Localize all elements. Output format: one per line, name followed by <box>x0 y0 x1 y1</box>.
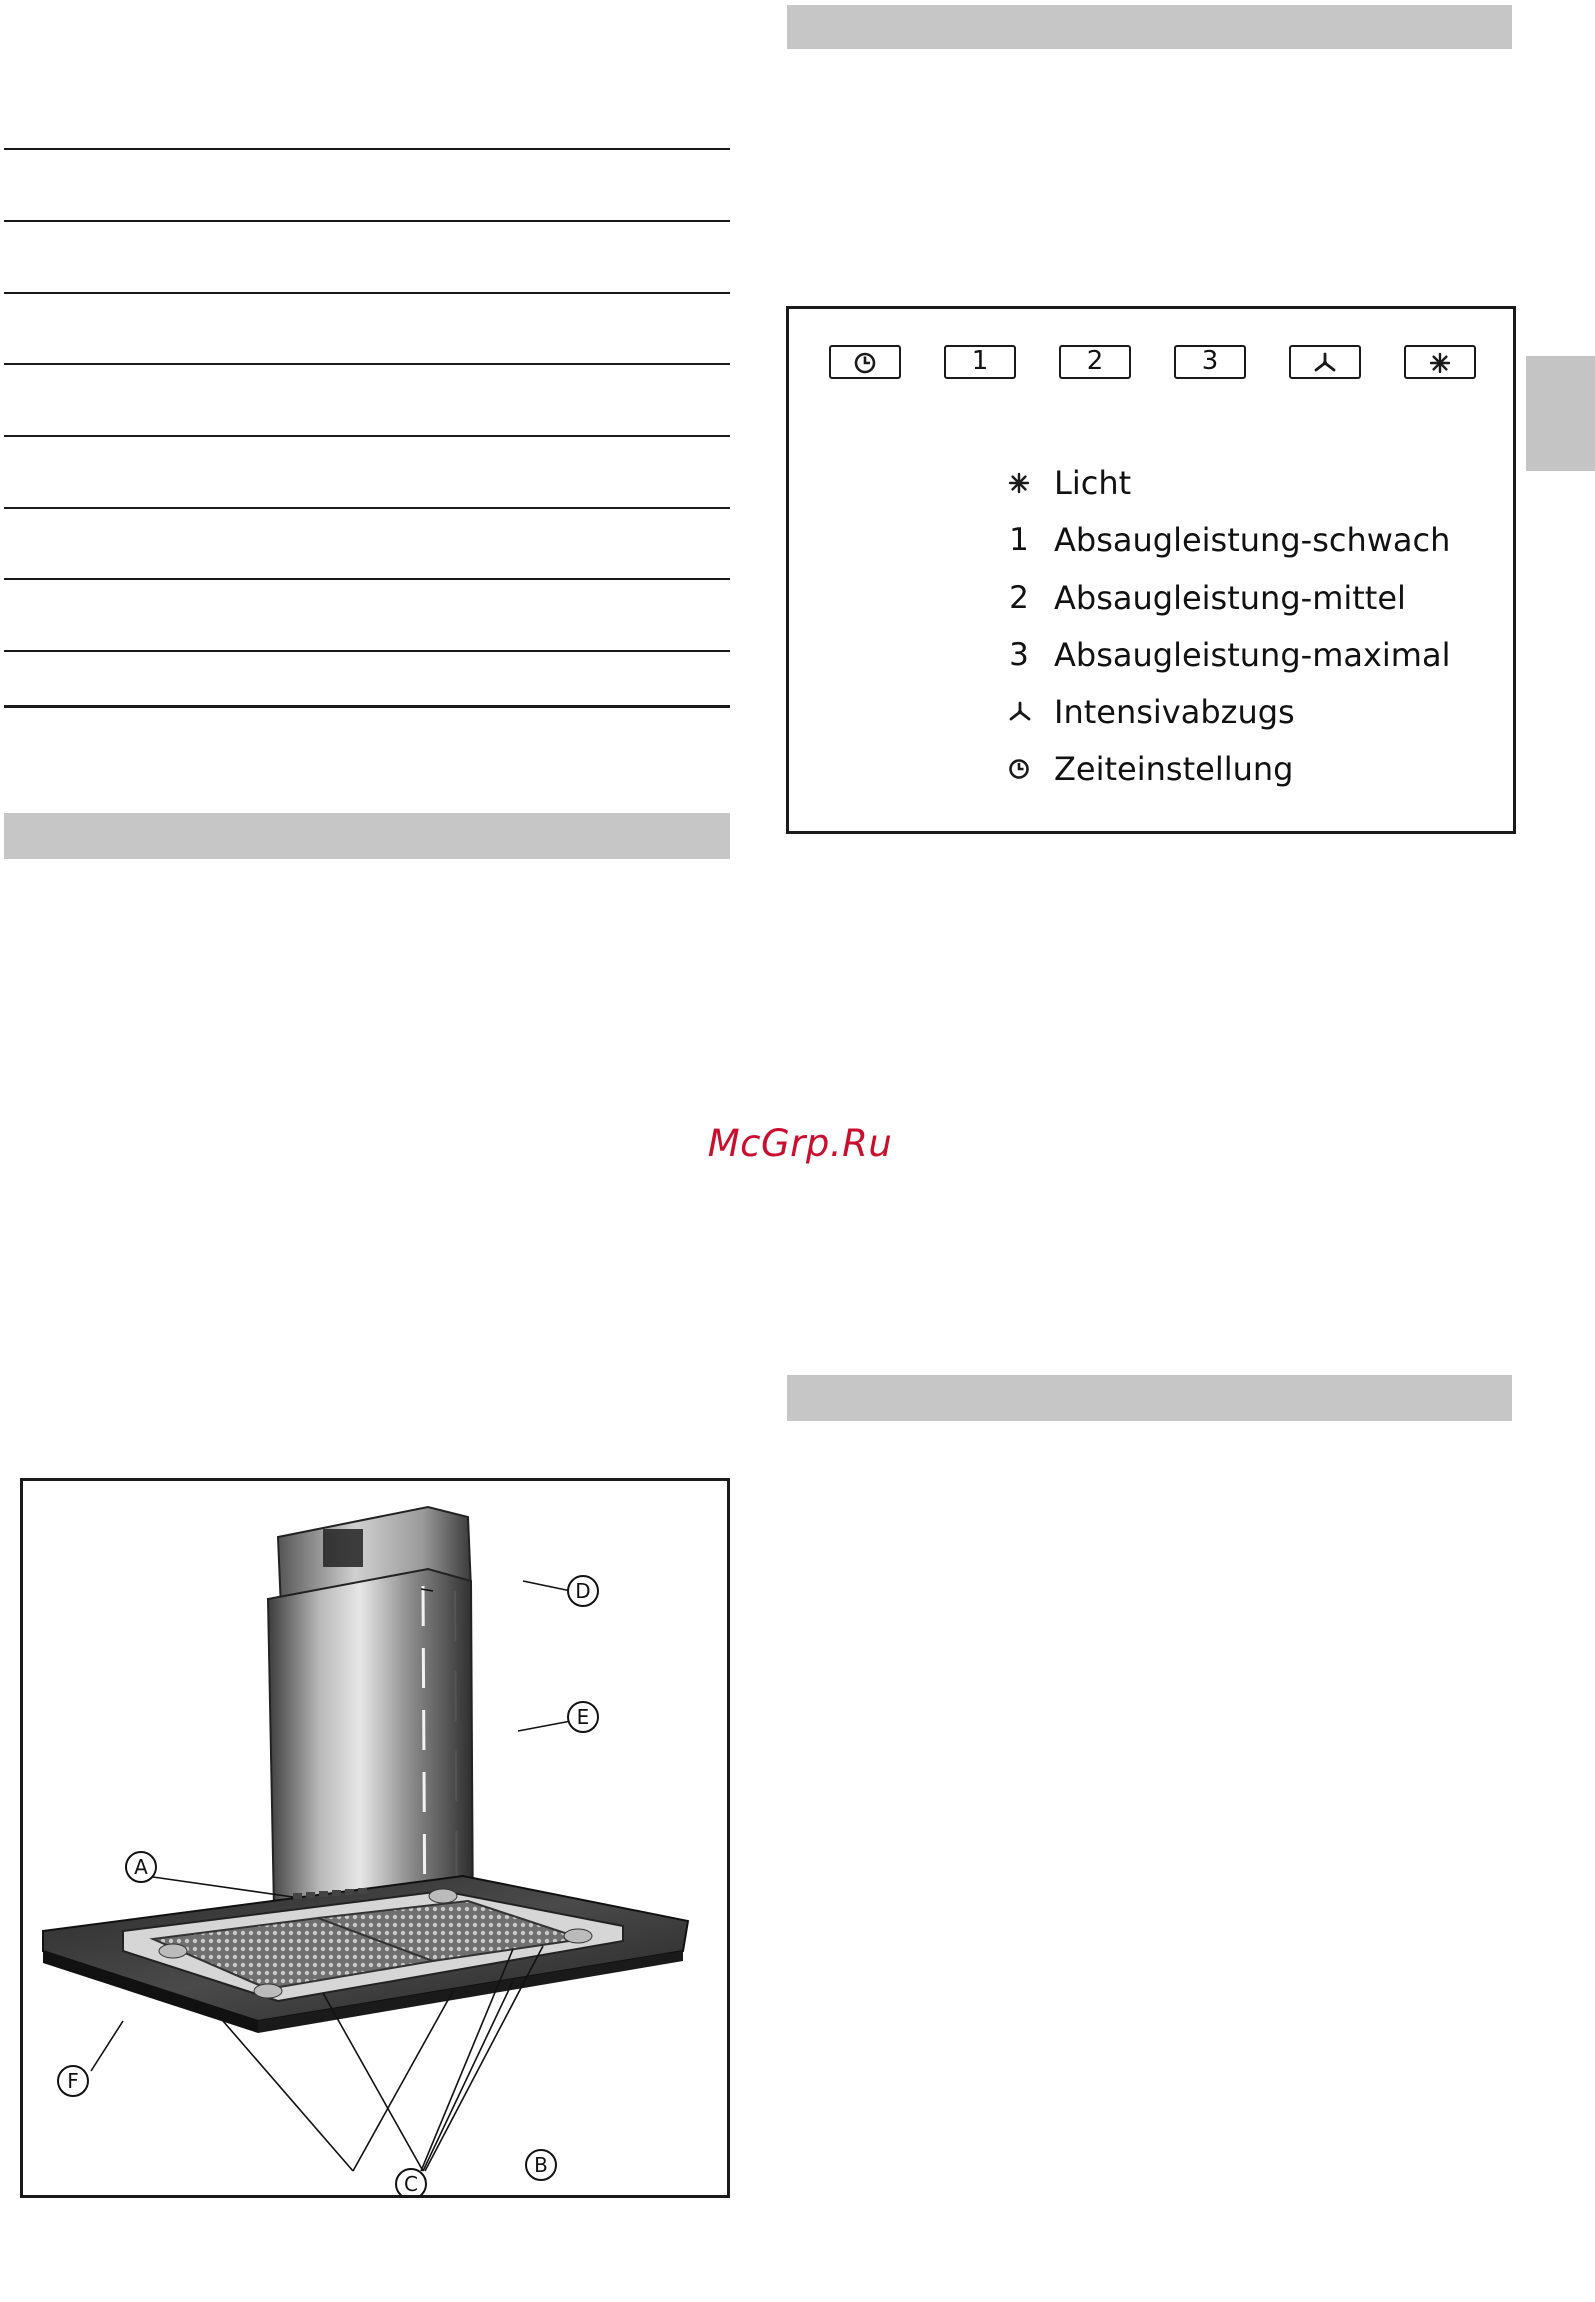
legend <box>999 463 1499 803</box>
watermark: McGrp.Ru <box>707 1122 893 1165</box>
legend-text: Zeiteinstellung <box>1054 750 1294 788</box>
svg-text:B: B <box>534 2153 548 2177</box>
intensive-button <box>1289 345 1361 379</box>
svg-text:D: D <box>575 1579 591 1603</box>
legend-key: 2 <box>1009 580 1029 616</box>
speed-3-button: 3 <box>1174 345 1246 379</box>
callout-e <box>568 1702 598 1732</box>
svg-text:F: F <box>67 2069 79 2093</box>
callout-b <box>526 2150 556 2180</box>
table-rule <box>4 507 730 509</box>
table-rule <box>4 578 730 580</box>
callout-a <box>126 1852 156 1882</box>
legend-text: Licht <box>1054 464 1132 502</box>
section-heading-bar <box>787 1375 1512 1421</box>
speed-2-button: 2 <box>1059 345 1131 379</box>
hood-illustration <box>20 1478 730 2198</box>
table-rule <box>4 220 730 222</box>
clock-icon <box>853 351 877 375</box>
light-button <box>1404 345 1476 379</box>
callout-c <box>396 2169 426 2195</box>
legend-key: 1 <box>1009 522 1029 558</box>
table-rule <box>4 650 730 652</box>
svg-text:C: C <box>404 2172 418 2195</box>
table-rule-bottom <box>4 705 730 708</box>
language-tab <box>1526 356 1595 471</box>
svg-text:E: E <box>576 1705 590 1729</box>
callout-d <box>568 1576 598 1606</box>
table-rule <box>4 363 730 365</box>
section-heading-bar <box>787 5 1512 49</box>
legend-text: Absaugleistung-schwach <box>1054 521 1451 559</box>
table-rule <box>4 148 730 150</box>
timer-button <box>829 345 901 379</box>
hood-drawing <box>23 1481 727 2195</box>
control-panel-diagram <box>786 306 1516 834</box>
callout-f <box>58 2066 88 2096</box>
speed-1-button: 1 <box>944 345 1016 379</box>
table-rule <box>4 292 730 294</box>
legend-text: Intensivabzugs <box>1054 693 1295 731</box>
legend-text: Absaugleistung-mittel <box>1054 579 1406 617</box>
table-rule <box>4 435 730 437</box>
svg-text:A: A <box>134 1855 148 1879</box>
legend-text: Absaugleistung-maximal <box>1054 636 1451 674</box>
legend-key: 3 <box>1009 637 1029 673</box>
section-heading-bar <box>4 813 730 859</box>
fan-icon <box>1312 351 1338 375</box>
light-icon <box>1428 351 1452 375</box>
